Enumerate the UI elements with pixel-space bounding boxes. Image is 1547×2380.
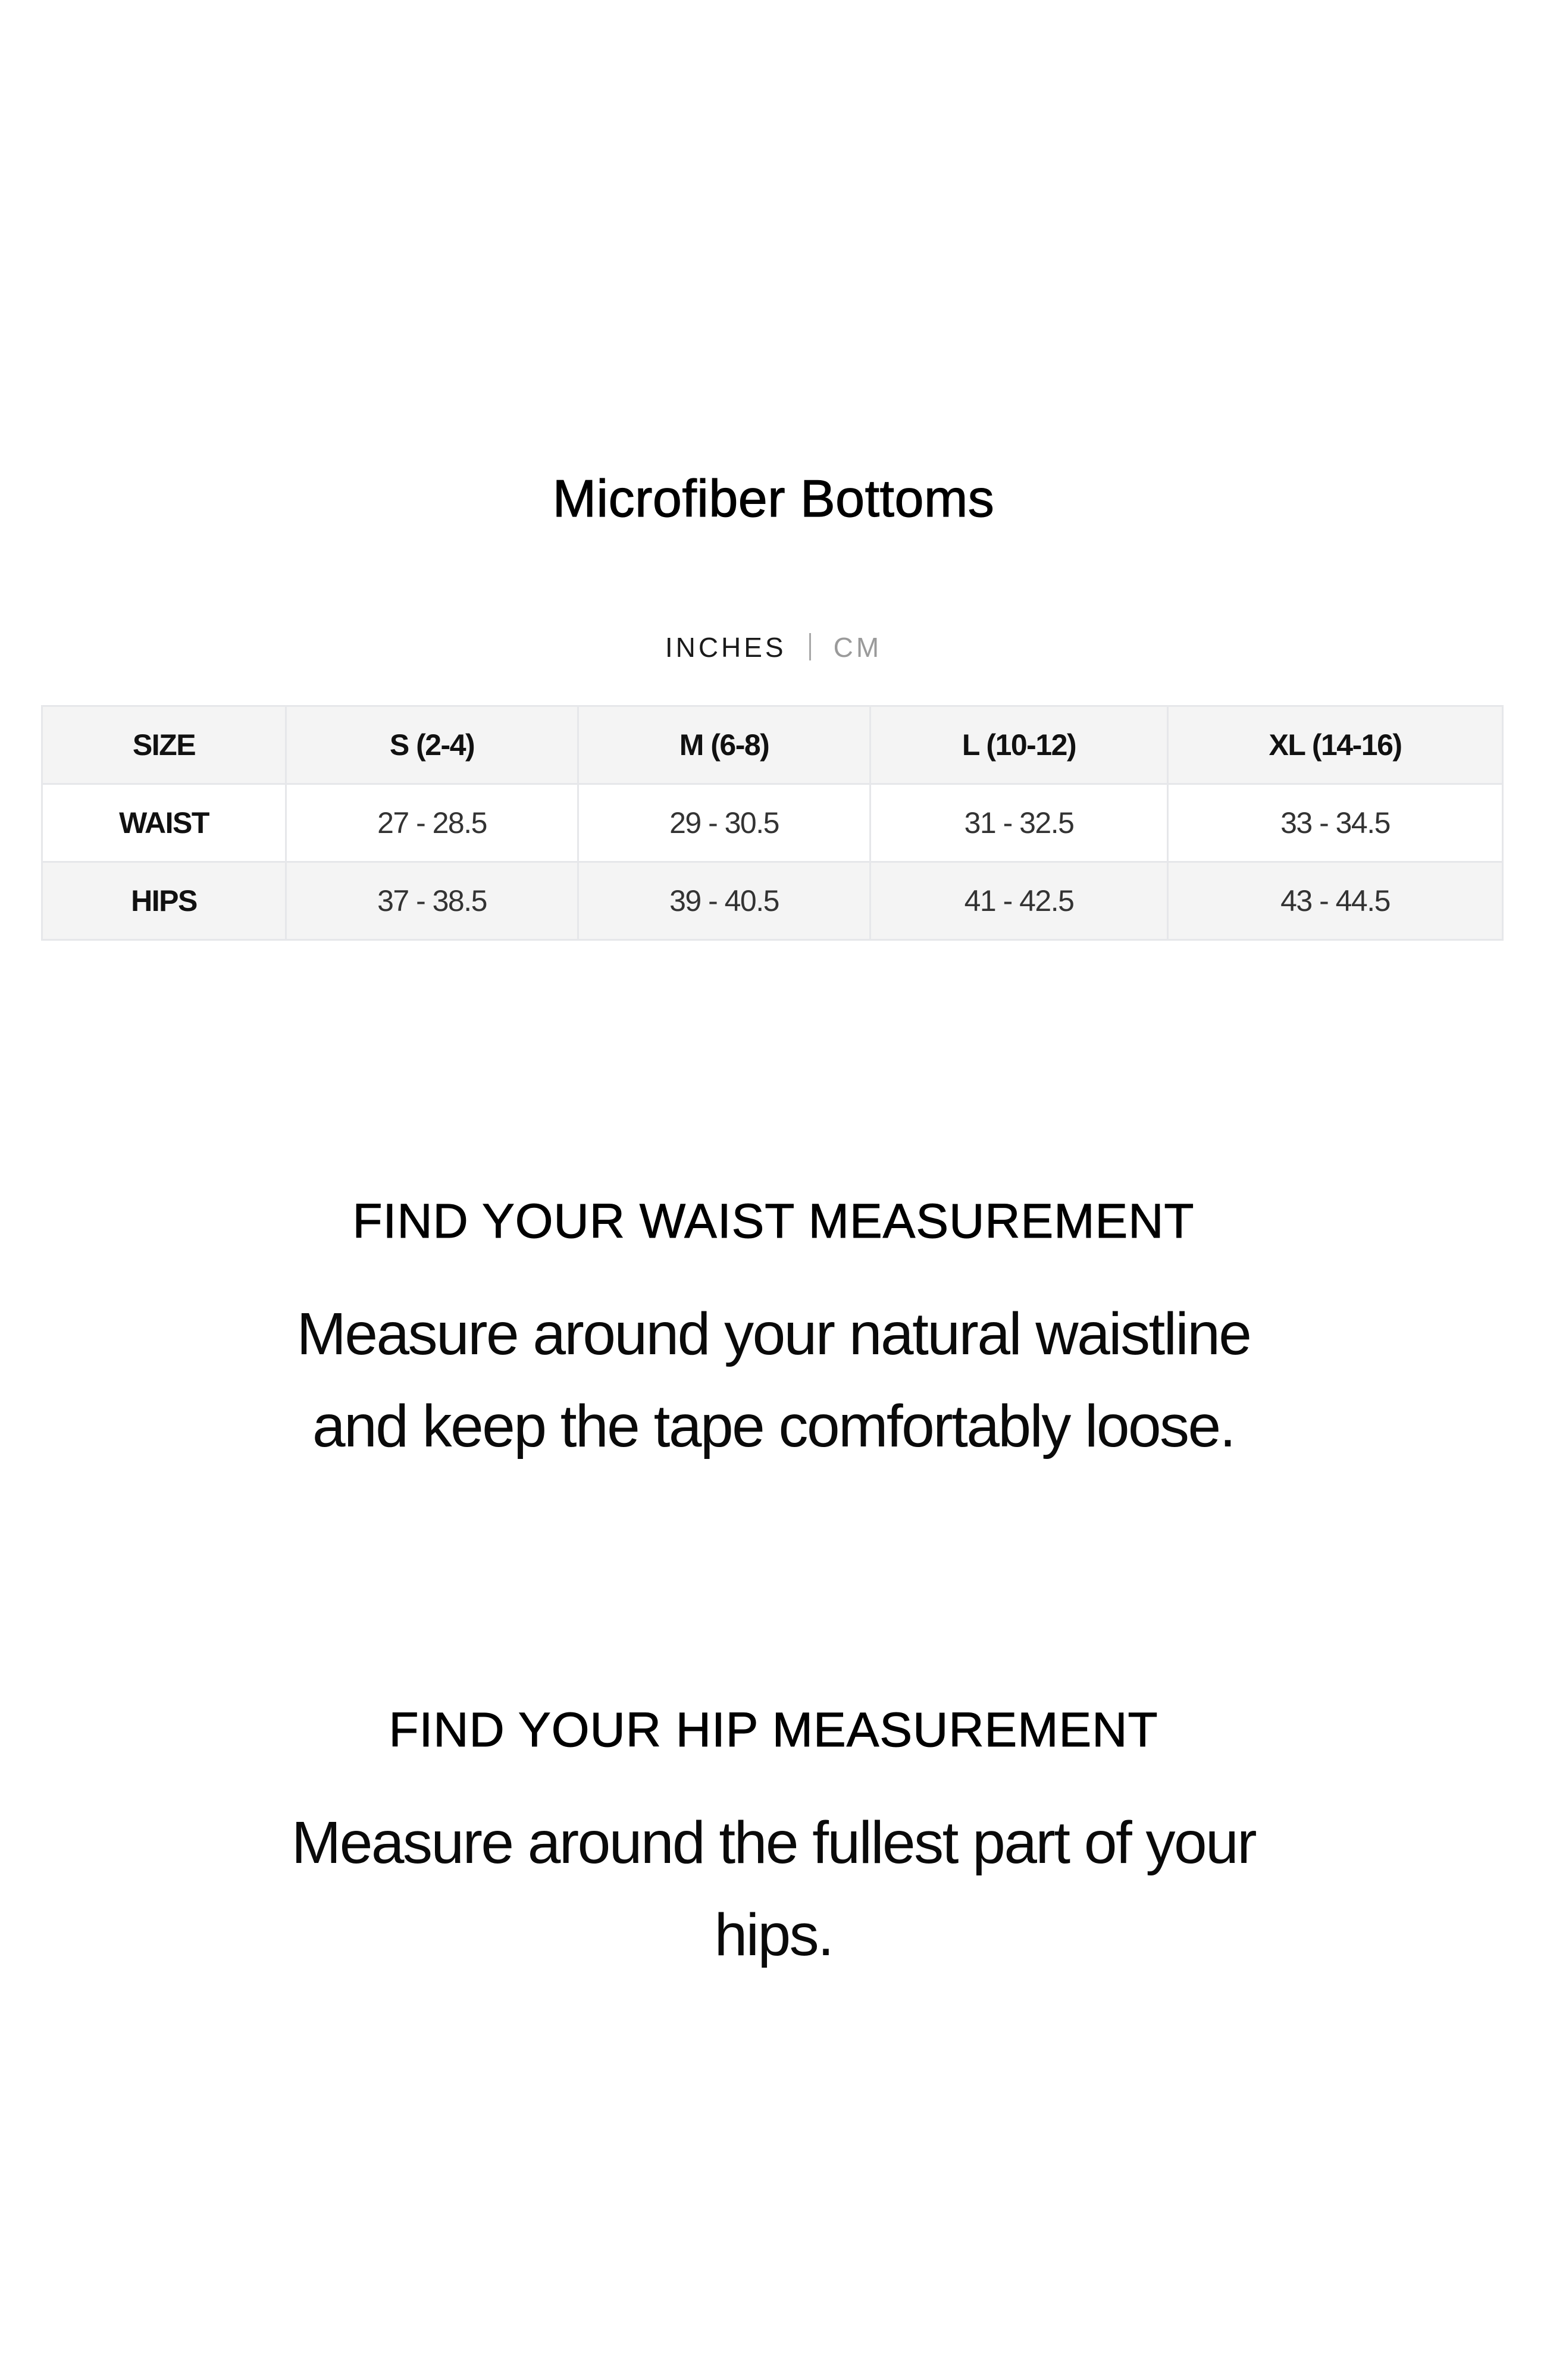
hip-section-heading: FIND YOUR HIP MEASUREMENT (389, 1703, 1158, 1757)
table-cell: 39 - 40.5 (578, 862, 870, 940)
unit-cm-tab[interactable]: CM (833, 632, 882, 663)
table-cell: 29 - 30.5 (578, 784, 870, 862)
table-header-row (42, 706, 1503, 784)
table-cell: 33 - 34.5 (1168, 784, 1503, 862)
table-header-m: M (6-8) (578, 706, 870, 784)
waist-body-line-2: and keep the tape comfortably loose. (312, 1393, 1235, 1460)
hip-body-line-1: Measure around the fullest part of your (291, 1809, 1256, 1876)
table-row-waist (42, 784, 1503, 862)
size-chart-table (41, 705, 1504, 941)
waist-body-line-1: Measure around your natural waistline (296, 1301, 1251, 1367)
unit-inches-tab[interactable]: INCHES (665, 632, 787, 663)
table-cell: 41 - 42.5 (870, 862, 1168, 940)
table-cell: 43 - 44.5 (1168, 862, 1503, 940)
waist-section-body (0, 1288, 1547, 1473)
row-label-hips: HIPS (42, 862, 286, 940)
table-cell: 31 - 32.5 (870, 784, 1168, 862)
table-header-s: S (2-4) (286, 706, 578, 784)
table-cell: 37 - 38.5 (286, 862, 578, 940)
unit-toggle (0, 630, 1547, 665)
hip-section-body (0, 1797, 1547, 1981)
unit-separator (809, 633, 811, 660)
row-label-waist: WAIST (42, 784, 286, 862)
table-header-l: L (10-12) (870, 706, 1168, 784)
table-cell: 27 - 28.5 (286, 784, 578, 862)
table-row-hips (42, 862, 1503, 940)
waist-section-heading: FIND YOUR WAIST MEASUREMENT (352, 1194, 1195, 1248)
table-header-size: SIZE (42, 706, 286, 784)
table-header-xl: XL (14-16) (1168, 706, 1503, 784)
page-title: Microfiber Bottoms (552, 469, 995, 528)
hip-body-line-2: hips. (714, 1902, 833, 1968)
